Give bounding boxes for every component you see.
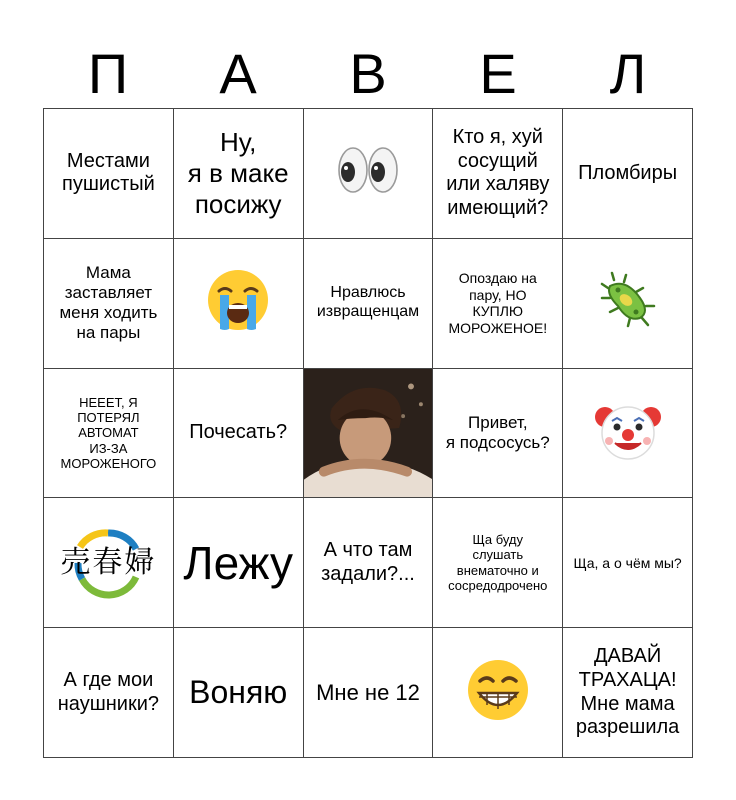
cell-text: Почесать? bbox=[189, 421, 288, 444]
bingo-cell[interactable] bbox=[433, 109, 563, 239]
loudly-crying-face-icon bbox=[205, 267, 271, 339]
microbe-icon bbox=[596, 268, 660, 338]
bingo-cell[interactable] bbox=[563, 109, 693, 239]
cell-text: Местами пушистый bbox=[62, 149, 155, 196]
bingo-cell[interactable] bbox=[433, 369, 563, 499]
cell-text: Мне не 12 bbox=[316, 679, 420, 705]
person-photo-illustration bbox=[304, 369, 433, 498]
bingo-cell[interactable] bbox=[44, 239, 174, 369]
cell-text: А что там задали?... bbox=[321, 539, 415, 585]
logo-text: 売春婦 bbox=[60, 544, 157, 580]
bingo-cell[interactable] bbox=[174, 109, 304, 239]
cell-text: Ща, а о чём мы? bbox=[573, 554, 682, 571]
cell-text: Опоздаю на пару, НО КУПЛЮ МОРОЖЕНОЕ! bbox=[448, 270, 548, 336]
bingo-header bbox=[43, 40, 693, 108]
bingo-cell[interactable] bbox=[433, 239, 563, 369]
chinese-logo bbox=[48, 523, 168, 603]
bingo-cell[interactable] bbox=[304, 498, 434, 628]
cell-text: Нравлюсь извращенцам bbox=[316, 284, 420, 321]
cell-text: Воняю bbox=[189, 673, 288, 710]
eyes-icon bbox=[336, 144, 400, 202]
bingo-cell[interactable] bbox=[563, 239, 693, 369]
header-letter-4: Е bbox=[479, 42, 517, 105]
cell-text: Привет, я подсосусь? bbox=[445, 412, 550, 452]
bingo-cell[interactable] bbox=[44, 369, 174, 499]
bingo-cell[interactable] bbox=[44, 109, 174, 239]
bingo-cell[interactable] bbox=[433, 628, 563, 758]
bingo-cell[interactable] bbox=[304, 239, 434, 369]
cell-text: А где мои наушники? bbox=[57, 669, 160, 715]
bingo-cell[interactable] bbox=[433, 498, 563, 628]
bingo-cell[interactable] bbox=[44, 628, 174, 758]
bingo-cell[interactable] bbox=[304, 628, 434, 758]
bingo-cell[interactable] bbox=[174, 498, 304, 628]
clown-face-icon bbox=[595, 397, 661, 469]
header-letter-5: Л bbox=[609, 42, 647, 105]
cell-text: Пломбиры bbox=[578, 161, 678, 184]
bingo-cell[interactable] bbox=[174, 239, 304, 369]
cell-text: Лежу bbox=[183, 536, 293, 589]
cell-text: Ну, я в маке посижу bbox=[187, 127, 289, 219]
cell-text: Кто я, хуй сосущий или халяву имеющий? bbox=[446, 126, 550, 219]
bingo-cell[interactable] bbox=[563, 369, 693, 499]
bingo-cell[interactable] bbox=[174, 369, 304, 499]
bingo-cell[interactable] bbox=[44, 498, 174, 628]
person-photo bbox=[304, 369, 434, 499]
header-letter-3: В bbox=[349, 42, 387, 105]
grinning-face-icon bbox=[465, 657, 531, 729]
cell-text: Ща буду слушать внематочно и сосредодрочено bbox=[448, 532, 548, 594]
bingo-cell[interactable] bbox=[563, 628, 693, 758]
header-letter-1: П bbox=[87, 42, 129, 105]
cell-text: НЕЕЕТ, Я ПОТЕРЯЛ АВТОМАТ ИЗ-ЗА МОРОЖЕНОГО bbox=[60, 394, 157, 471]
bingo-grid bbox=[43, 108, 693, 758]
bingo-cell[interactable] bbox=[174, 628, 304, 758]
header-letter-2: А bbox=[219, 42, 257, 105]
bingo-cell[interactable] bbox=[563, 498, 693, 628]
cell-text: ДАВАЙ ТРАХАЦА! Мне мама разрешила bbox=[575, 645, 680, 739]
cell-text: Мама заставляет меня ходить на пары bbox=[59, 263, 158, 343]
bingo-cell[interactable] bbox=[304, 109, 434, 239]
